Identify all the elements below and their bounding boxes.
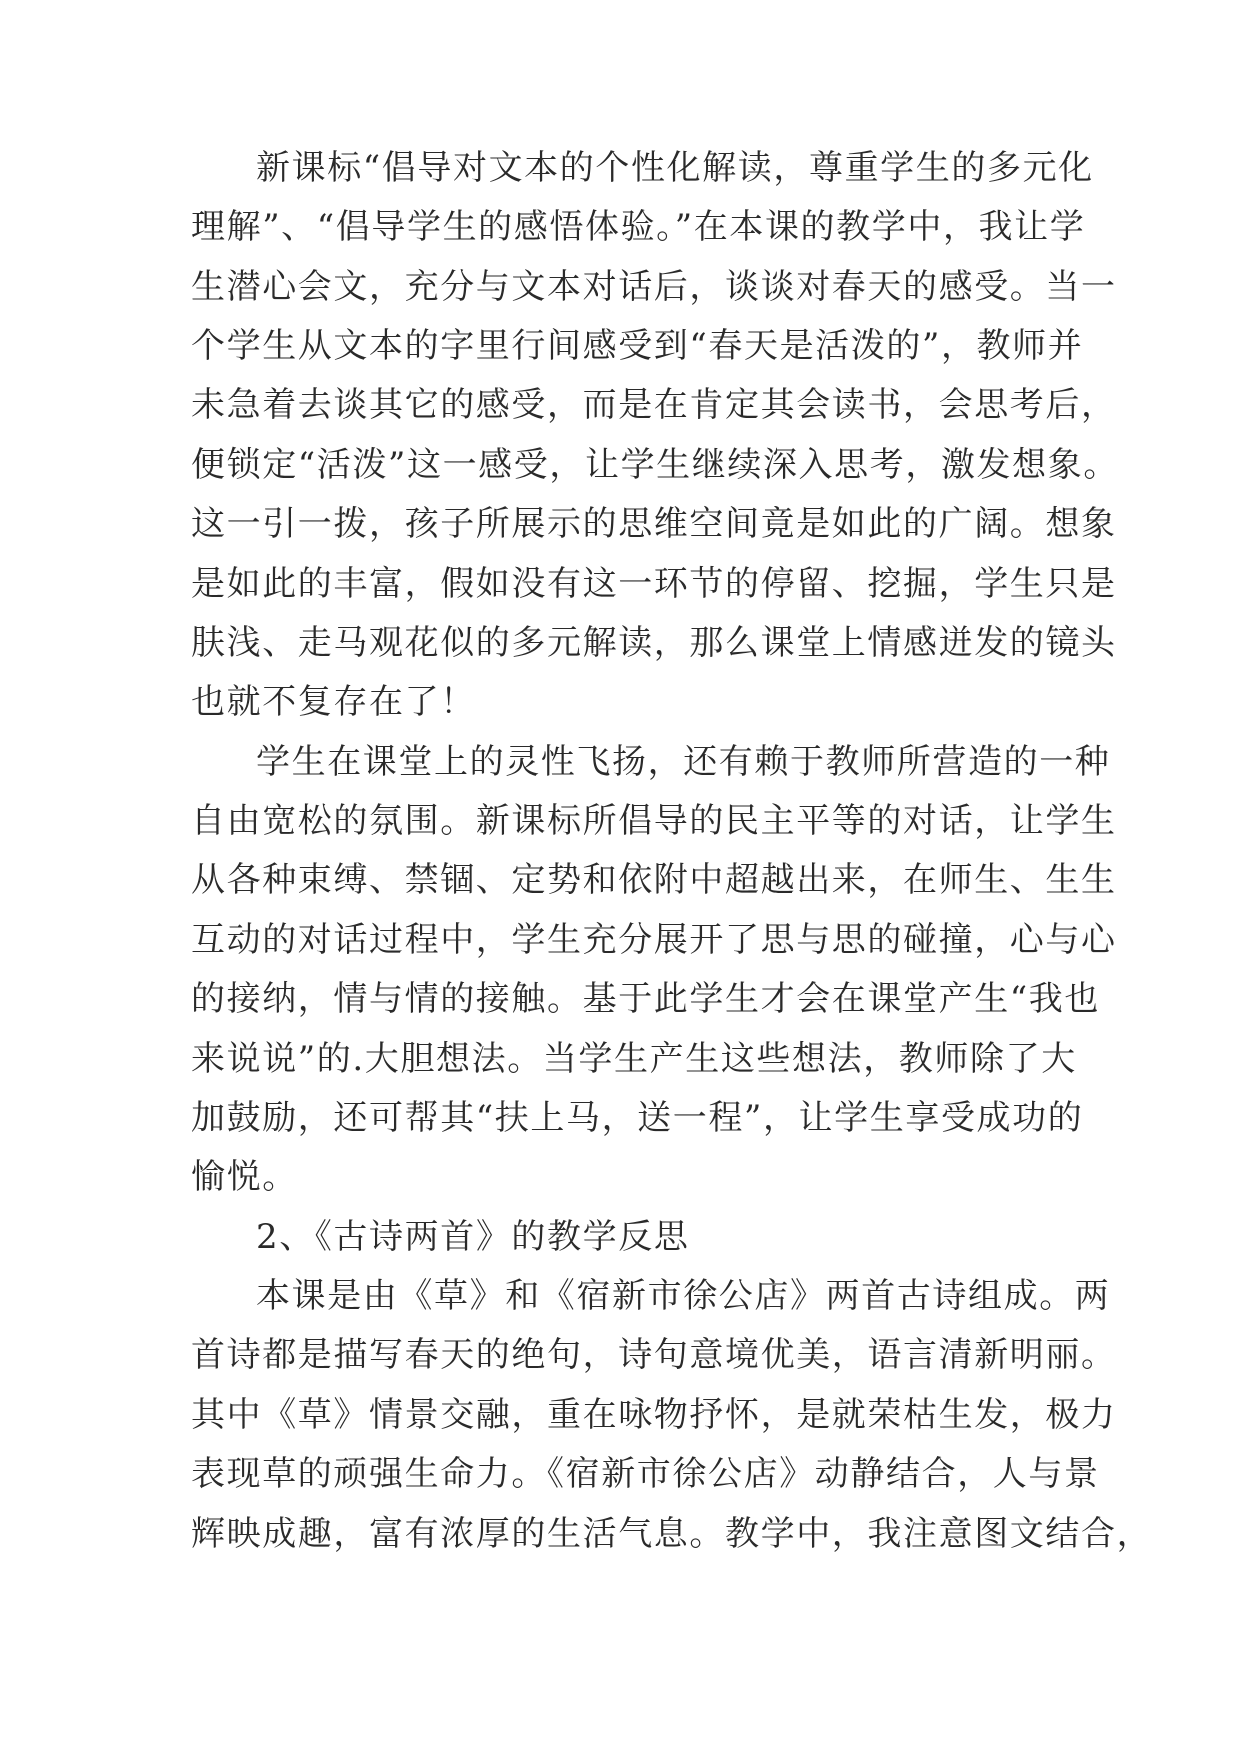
- paragraph-1-line-5: 未急着去谈其它的感受，而是在肯定其会读书，会思考后，: [191, 385, 1117, 425]
- paragraph-2-line-2: 自由宽松的氛围。新课标所倡导的民主平等的对话，让学生: [191, 801, 1117, 841]
- paragraph-3-line-2: 首诗都是描写春天的绝句，诗句意境优美，语言清新明丽。: [191, 1335, 1117, 1375]
- paragraph-3-line-4: 表现草的顽强生命力。《宿新市徐公店》动静结合，人与景: [191, 1454, 1100, 1494]
- paragraph-3-line-5: 辉映成趣，富有浓厚的生活气息。教学中，我注意图文结合，: [191, 1514, 1153, 1554]
- paragraph-1-line-10: 也就不复存在了！: [191, 682, 476, 722]
- paragraph-1-line-7: 这一引一拨，孩子所展示的思维空间竟是如此的广阔。想象: [191, 504, 1117, 544]
- paragraph-1-line-4: 个学生从文本的字里行间感受到“春天是活泼的”，教师并: [191, 326, 1084, 366]
- paragraph-1-line-1: 新课标“倡导对文本的个性化解读，尊重学生的多元化: [256, 148, 1094, 188]
- paragraph-3-line-3: 其中《草》情景交融，重在咏物抒怀，是就荣枯生发，极力: [191, 1395, 1117, 1435]
- paragraph-1-line-2: 理解”、“倡导学生的感悟体验。”在本课的教学中，我让学: [191, 207, 1086, 247]
- paragraph-2-line-3: 从各种束缚、禁锢、定势和依附中超越出来，在师生、生生: [191, 860, 1117, 900]
- paragraph-2-line-5: 的接纳，情与情的接触。基于此学生才会在课堂产生“我也: [191, 979, 1100, 1019]
- paragraph-2-line-4: 互动的对话过程中，学生充分展开了思与思的碰撞，心与心: [191, 920, 1117, 960]
- section-heading: 2、《古诗两首》的教学反思: [256, 1217, 690, 1257]
- paragraph-2-line-6: 来说说”的.大胆想法。当学生产生这些想法，教师除了大: [191, 1039, 1077, 1079]
- paragraph-1-line-9: 肤浅、走马观花似的多元解读，那么课堂上情感迸发的镜头: [191, 623, 1117, 663]
- paragraph-2-line-7: 加鼓励，还可帮其“扶上马，送一程”，让学生享受成功的: [191, 1098, 1084, 1138]
- paragraph-1-line-3: 生潜心会文，充分与文本对话后，谈谈对春天的感受。当一: [191, 267, 1117, 307]
- paragraph-1-line-8: 是如此的丰富，假如没有这一环节的停留、挖掘，学生只是: [191, 564, 1117, 604]
- paragraph-3-line-1: 本课是由《草》和《宿新市徐公店》两首古诗组成。两: [256, 1276, 1111, 1316]
- paragraph-2-line-1: 学生在课堂上的灵性飞扬，还有赖于教师所营造的一种: [256, 742, 1111, 782]
- paragraph-1-line-6: 便锁定“活泼”这一感受，让学生继续深入思考，激发想象。: [191, 445, 1119, 485]
- paragraph-2-line-8: 愉悦。: [191, 1157, 298, 1197]
